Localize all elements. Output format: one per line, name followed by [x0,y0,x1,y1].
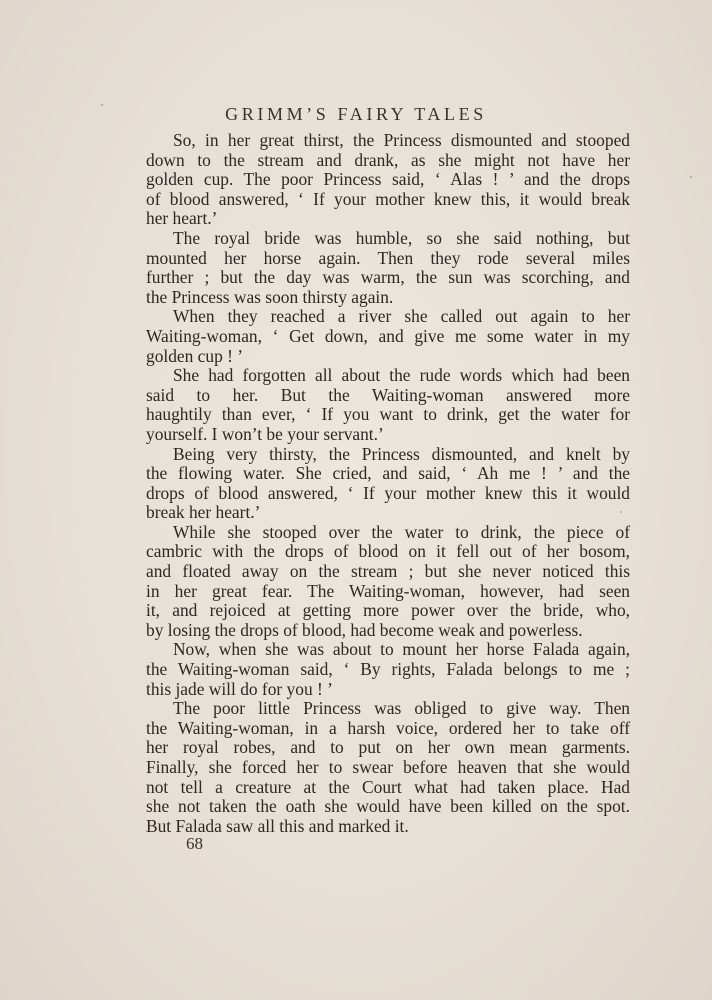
text-line: she not taken the oath she would have been killed on the spot. [146,796,630,817]
text-line: The royal bride was humble, so she said nothing, but [173,227,630,248]
text-line: of blood answered, ‘ If your mother knew this, it would break [146,188,630,209]
text-line: down to the stream and drank, as she might not have her [146,149,630,170]
text-line: this jade will do for you ! ’ [146,678,333,699]
paper-speck [620,511,622,513]
text-line: the Waiting-woman said, ‘ By rights, Falada belongs to me ; [146,659,630,680]
text-line: golden cup ! ’ [146,345,244,366]
text-line: But Falada saw all this and marked it. [146,815,409,836]
text-line: When they reached a river she called out again to her [173,306,630,327]
text-line: in her great fear. The Waiting-woman, however, had seen [146,580,630,601]
text-line: her heart.’ [146,208,218,229]
text-line: not tell a creature at the Court what had taken place. Had [146,776,630,797]
text-line: her royal robes, and to put on her own mean garments. [146,737,630,758]
text-line: Waiting-woman, ‘ Get down, and give me some water in my [146,325,630,346]
text-line: the Princess was soon thirsty again. [146,286,394,307]
text-line: cambric with the drops of blood on it fell out of her bosom, [146,541,630,562]
text-line: the Waiting-woman, in a harsh voice, ordered her to take off [146,717,630,738]
paper-speck [101,104,103,106]
body-text [146,131,630,836]
text-line: Finally, she forced her to swear before heaven that she would [146,757,630,777]
text-line: golden cup. The poor Princess said, ‘ Alas ! ’ and the drops [146,169,630,190]
text-line: break her heart.’ [146,502,261,523]
text-line: haughtily than ever, ‘ If you want to drink, get the water for [146,404,630,425]
text-line: mounted her horse again. Then they rode several miles [146,247,630,268]
text-line: While she stooped over the water to drink, the piece of [173,521,630,542]
text-line: The poor little Princess was obliged to give way. Then [173,698,630,719]
text-line: So, in her great thirst, the Princess dismounted and stooped [173,130,630,150]
text-line: She had forgotten all about the rude words which had been [173,365,630,386]
text-line: yourself. I won’t be your servant.’ [146,423,384,444]
text-line: the flowing water. She cried, and said, ‘ Ah me ! ’ and the [146,463,630,484]
text-line: drops of blood answered, ‘ If your mother knew this it would [146,482,630,503]
text-line: by losing the drops of blood, had become weak and powerless. [146,619,583,640]
text-line: further ; but the day was warm, the sun was scorching, and [146,267,630,288]
text-line: Being very thirsty, the Princess dismounted, and knelt by [173,443,630,464]
text-line: and floated away on the stream ; but she never noticed this [146,561,630,582]
paper-speck [690,176,692,178]
text-line: Now, when she was about to mount her horse Falada again, [173,639,630,660]
running-title: GRIMM’S FAIRY TALES [225,104,487,124]
text-line: said to her. But the Waiting-woman answered more [146,384,630,405]
text-line: it, and rejoiced at getting more power over the bride, who, [146,600,630,621]
page-number: 68 [186,834,203,853]
